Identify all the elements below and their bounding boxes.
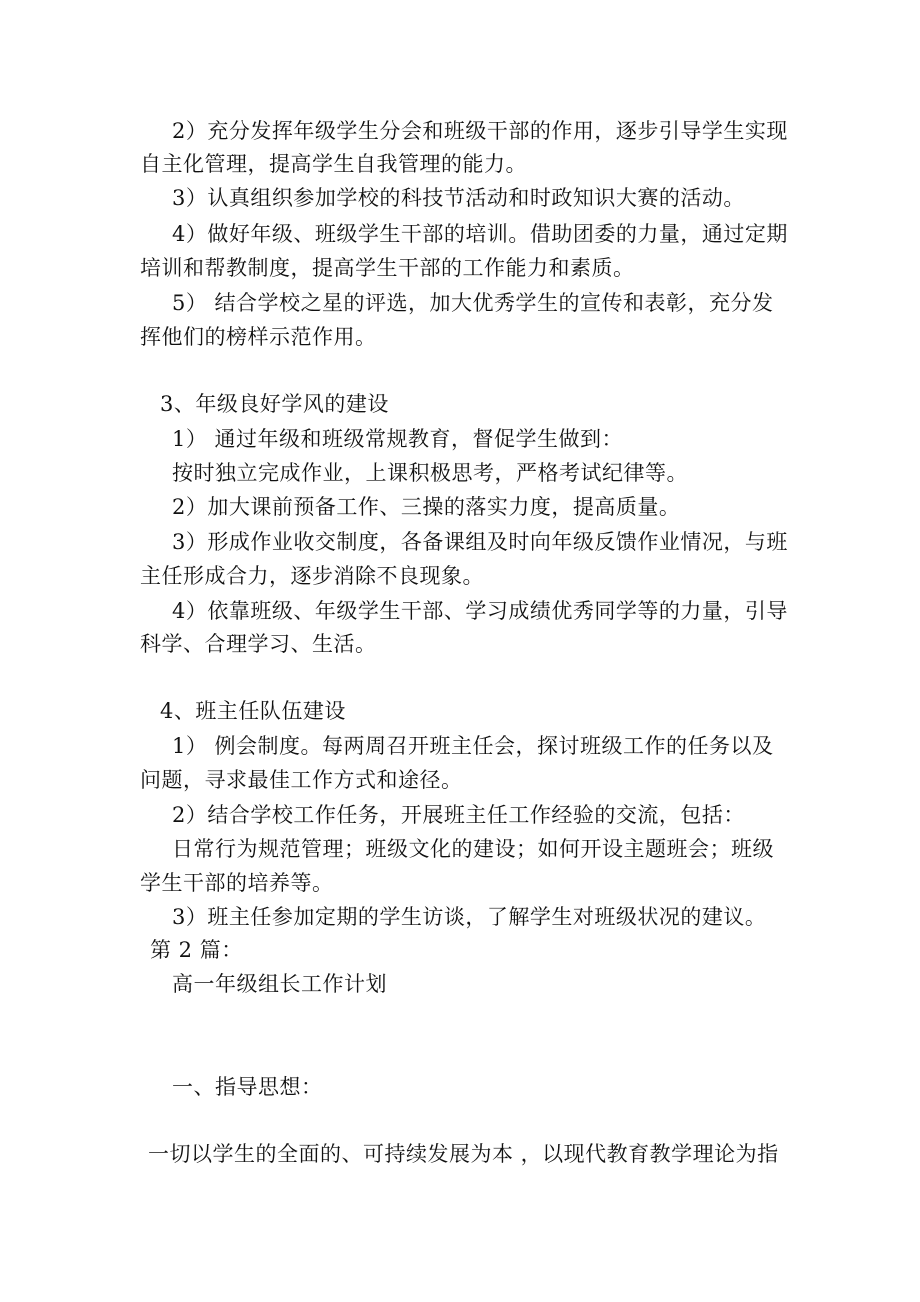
part-label: 第 2 篇： xyxy=(150,938,243,962)
paragraph-line: 培训和帮教制度，提高学生干部的工作能力和素质。 xyxy=(140,256,635,280)
paragraph-line: 3）形成作业收交制度，各备课组及时向年级反馈作业情况，与班 xyxy=(172,530,788,554)
paragraph-line: 挥他们的榜样示范作用。 xyxy=(140,325,377,349)
paragraph-line: 1） 例会制度。每两周召开班主任会，探讨班级工作的任务以及 xyxy=(172,734,774,758)
section-heading: 4、班主任队伍建设 xyxy=(160,699,346,723)
paragraph-line: 主任形成合力，逐步消除不良现象。 xyxy=(140,564,484,588)
section-heading: 一、指导思想： xyxy=(172,1075,323,1099)
paragraph-line: 一切以学生的全面的、可持续发展为本 ，以现代教育教学理论为指 xyxy=(148,1142,779,1166)
paragraph-line: 2）结合学校工作任务，开展班主任工作经验的交流，包括： xyxy=(172,803,745,827)
paragraph-line: 问题，寻求最佳工作方式和途径。 xyxy=(140,768,463,792)
document-title: 高一年级组长工作计划 xyxy=(172,972,387,996)
paragraph-line: 5） 结合学校之星的评选，加大优秀学生的宣传和表彰，充分发 xyxy=(172,291,774,315)
paragraph-line: 学生干部的培养等。 xyxy=(140,871,334,895)
paragraph-line: 按时独立完成作业，上课积极思考，严格考试纪律等。 xyxy=(172,461,688,485)
paragraph-line: 1） 通过年级和班级常规教育，督促学生做到： xyxy=(172,427,624,451)
paragraph-line: 科学、合理学习、生活。 xyxy=(140,632,377,656)
paragraph-line: 3）认真组织参加学校的科技节活动和时政知识大赛的活动。 xyxy=(172,186,745,210)
paragraph-line: 自主化管理，提高学生自我管理的能力。 xyxy=(140,152,527,176)
paragraph-line: 4）做好年级、班级学生干部的培训。借助团委的力量，通过定期 xyxy=(172,222,788,246)
paragraph-line: 2）加大课前预备工作、三操的落实力度，提高质量。 xyxy=(172,495,681,519)
paragraph-line: 日常行为规范管理；班级文化的建设；如何开设主题班会；班级 xyxy=(172,837,774,861)
paragraph-line: 2）充分发挥年级学生分会和班级干部的作用，逐步引导学生实现 xyxy=(172,119,788,143)
paragraph-line: 3）班主任参加定期的学生访谈，了解学生对班级状况的建议。 xyxy=(172,905,767,929)
section-heading: 3、年级良好学风的建设 xyxy=(160,392,389,416)
paragraph-line: 4）依靠班级、年级学生干部、学习成绩优秀同学等的力量，引导 xyxy=(172,599,788,623)
